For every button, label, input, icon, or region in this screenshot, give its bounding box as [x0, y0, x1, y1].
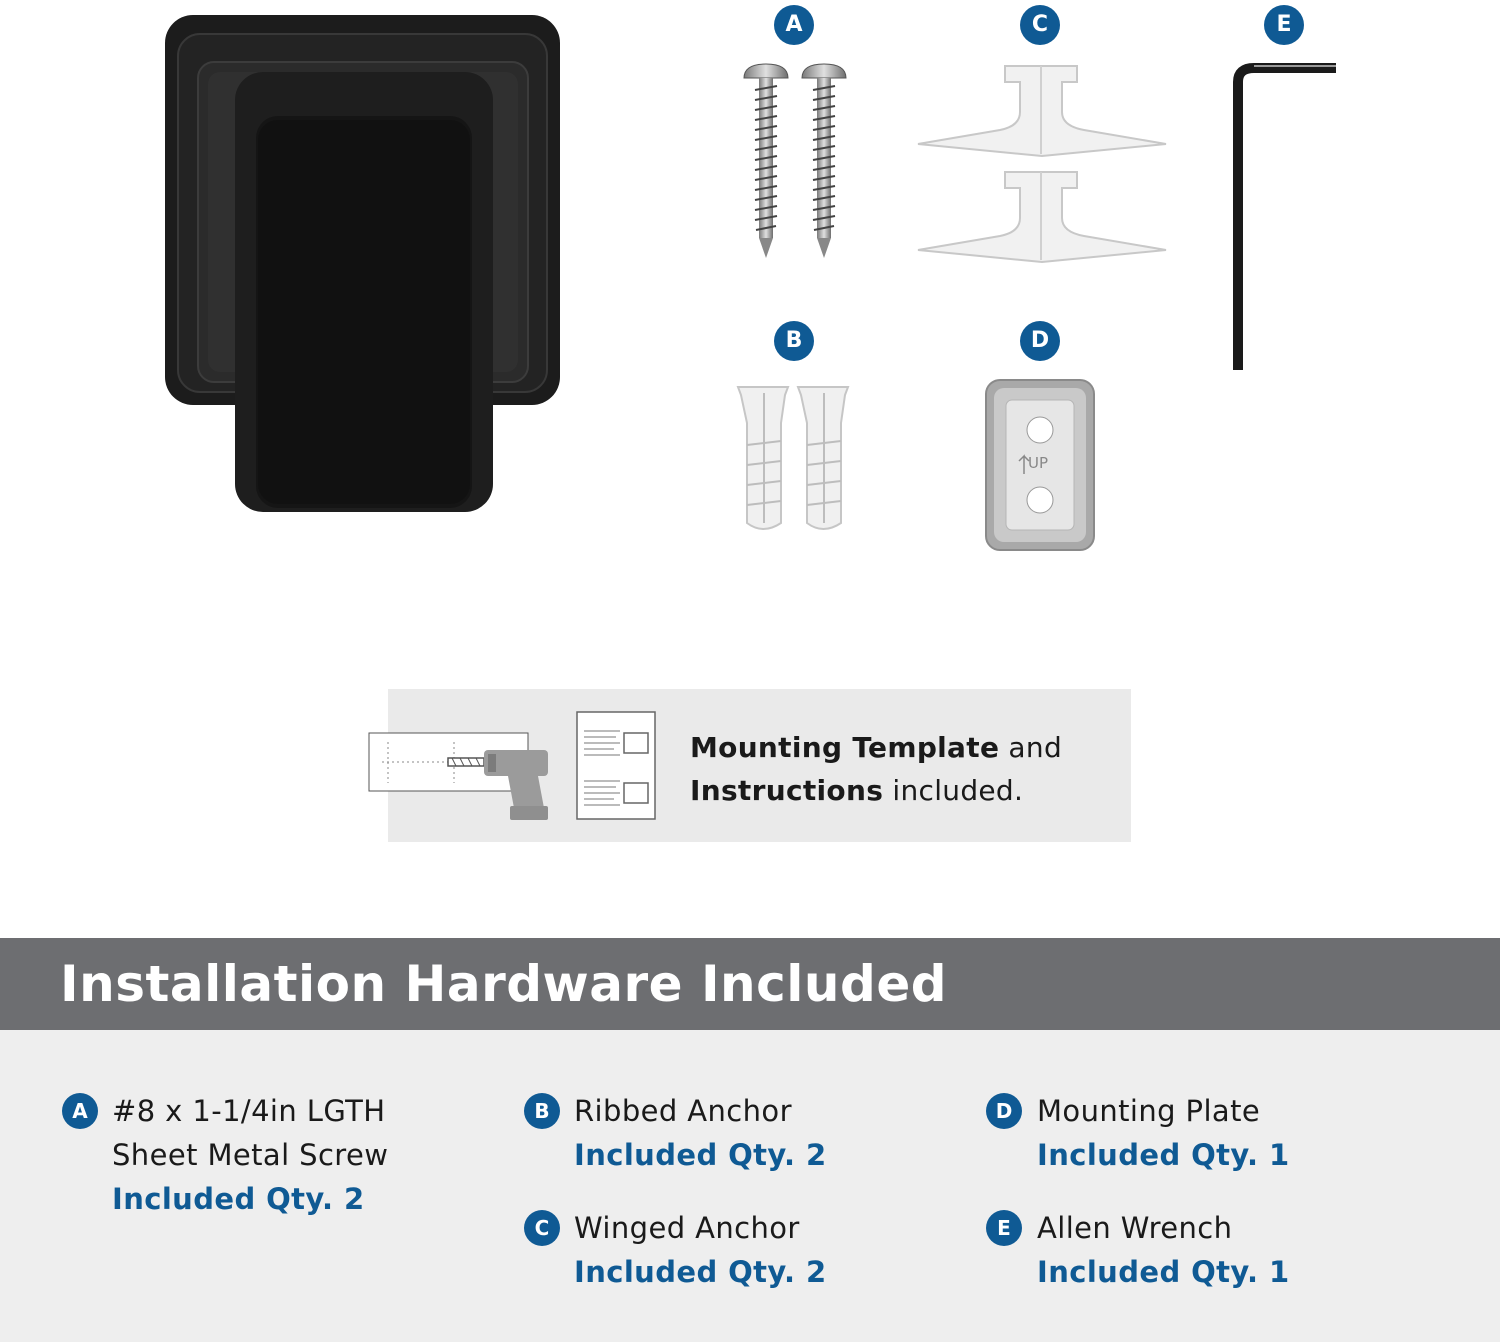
part-badge-e: E — [1264, 5, 1304, 45]
legend-item-a — [112, 1089, 388, 1221]
template-rest-1: and — [999, 731, 1063, 764]
template-bold-1: Mounting Template — [690, 731, 1000, 764]
template-caption — [690, 726, 1062, 812]
legend-item-a-line1: #8 x 1-1/4in LGTH — [112, 1094, 386, 1128]
legend-item-d — [1037, 1089, 1290, 1177]
template-rest-2: included. — [883, 774, 1024, 807]
square-hook-icon — [160, 12, 565, 517]
allen-wrench-icon — [1228, 60, 1340, 372]
winged-anchor-icon — [912, 62, 1170, 267]
part-badge-c: C — [1020, 5, 1060, 45]
banner-title: Installation Hardware Included — [60, 955, 948, 1013]
instructions-document-icon — [576, 711, 658, 821]
legend-item-c — [574, 1206, 827, 1294]
legend-badge-d: D — [986, 1093, 1022, 1129]
legend-item-b-qty: Included Qty. 2 — [574, 1138, 827, 1172]
legend-item-e-line1: Allen Wrench — [1037, 1211, 1233, 1245]
drill-template-icon — [368, 728, 553, 823]
template-bold-2: Instructions — [690, 774, 884, 807]
legend-item-e-qty: Included Qty. 1 — [1037, 1255, 1290, 1289]
legend-item-d-qty: Included Qty. 1 — [1037, 1138, 1290, 1172]
part-badge-d: D — [1020, 321, 1060, 361]
legend-badge-b: B — [524, 1093, 560, 1129]
ribbed-anchor-icon — [735, 383, 855, 533]
legend-item-a-line2: Sheet Metal Screw — [112, 1138, 389, 1172]
legend-item-d-line1: Mounting Plate — [1037, 1094, 1261, 1128]
legend-item-b-line1: Ribbed Anchor — [574, 1094, 792, 1128]
legend-item-b — [574, 1089, 827, 1177]
screw-icon — [738, 60, 853, 265]
legend-item-e — [1037, 1206, 1290, 1294]
mounting-plate-icon — [984, 378, 1096, 553]
legend-badge-c: C — [524, 1210, 560, 1246]
legend-badge-a: A — [62, 1093, 98, 1129]
legend-item-c-line1: Winged Anchor — [574, 1211, 800, 1245]
part-badge-a: A — [774, 5, 814, 45]
legend-item-c-qty: Included Qty. 2 — [574, 1255, 827, 1289]
legend-badge-e: E — [986, 1210, 1022, 1246]
legend-item-a-qty: Included Qty. 2 — [112, 1182, 365, 1216]
plate-up-label: UP — [1028, 454, 1049, 472]
part-badge-b: B — [774, 321, 814, 361]
